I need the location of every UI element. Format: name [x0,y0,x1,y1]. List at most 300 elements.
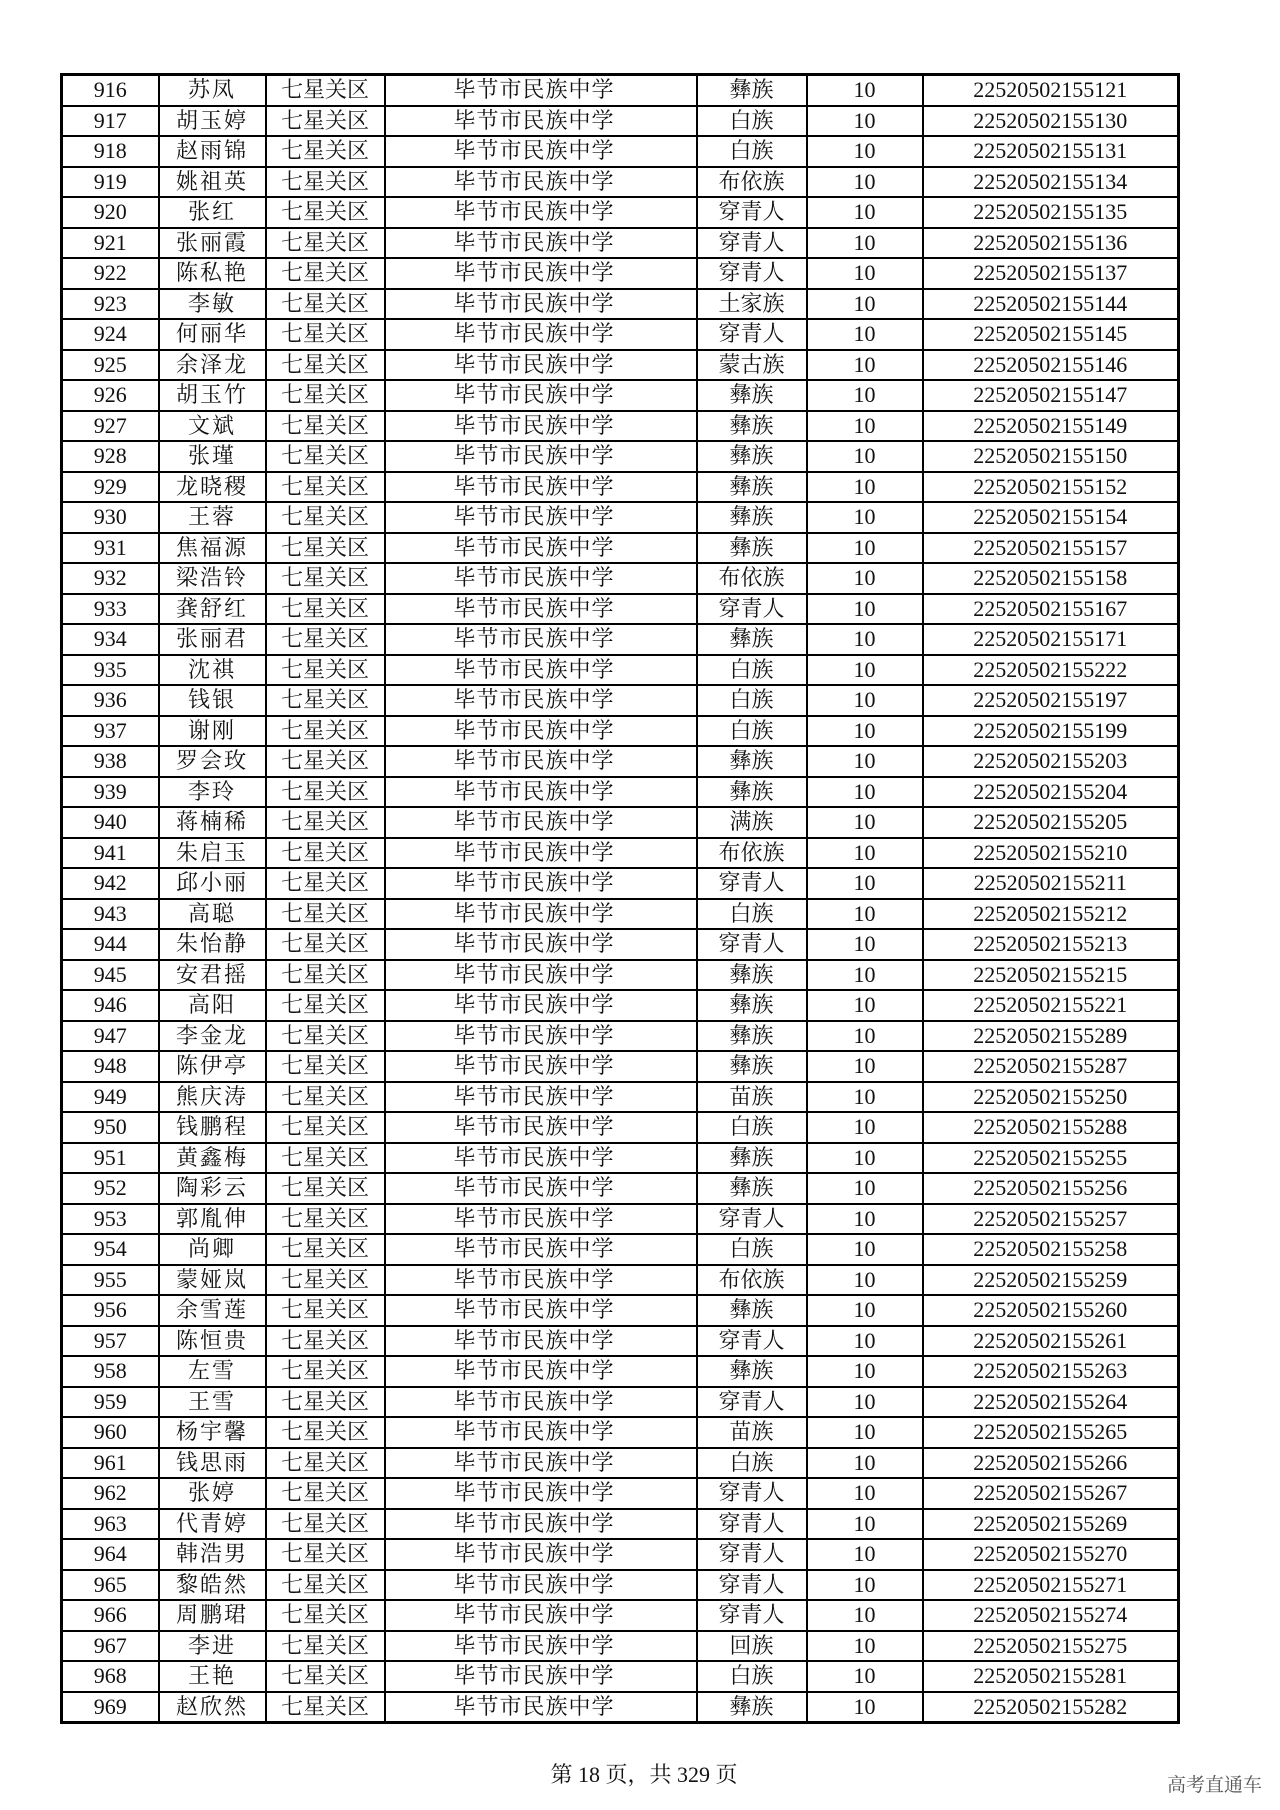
score: 10 [807,441,923,472]
student-name: 王雪 [159,1387,266,1418]
row-number: 946 [62,990,159,1021]
row-number: 923 [62,289,159,320]
school: 毕节市民族中学 [385,1173,697,1204]
score: 10 [807,380,923,411]
exam-id: 22520502155211 [923,868,1179,899]
student-name: 蒙娅岚 [159,1265,266,1296]
row-number: 921 [62,228,159,259]
table-row [62,868,1179,899]
ethnicity: 布依族 [697,838,807,869]
score: 10 [807,1600,923,1631]
table-row [62,1112,1179,1143]
row-number: 965 [62,1570,159,1601]
student-name: 熊庆涛 [159,1082,266,1113]
table-row [62,594,1179,625]
school: 毕节市民族中学 [385,746,697,777]
score: 10 [807,1539,923,1570]
ethnicity: 穿青人 [697,1326,807,1357]
ethnicity: 苗族 [697,1417,807,1448]
table-row [62,1234,1179,1265]
score: 10 [807,136,923,167]
ethnicity: 苗族 [697,1082,807,1113]
district: 七星关区 [266,1509,385,1540]
ethnicity: 穿青人 [697,1509,807,1540]
ethnicity: 白族 [697,716,807,747]
ethnicity: 布依族 [697,1265,807,1296]
row-number: 934 [62,624,159,655]
table-row [62,563,1179,594]
ethnicity: 穿青人 [697,197,807,228]
district: 七星关区 [266,899,385,930]
student-name: 龙晓稷 [159,472,266,503]
score: 10 [807,899,923,930]
district: 七星关区 [266,1448,385,1479]
score: 10 [807,1051,923,1082]
exam-id: 22520502155266 [923,1448,1179,1479]
row-number: 952 [62,1173,159,1204]
ethnicity: 白族 [697,1448,807,1479]
student-name: 罗会玫 [159,746,266,777]
row-number: 944 [62,929,159,960]
student-name: 安君摇 [159,960,266,991]
table-row [62,197,1179,228]
table-row [62,1173,1179,1204]
row-number: 922 [62,258,159,289]
page-number: 第 18 页，共 329 页 [550,1762,738,1787]
table-row [62,899,1179,930]
exam-id: 22520502155215 [923,960,1179,991]
school: 毕节市民族中学 [385,1326,697,1357]
ethnicity: 彝族 [697,472,807,503]
table-row [62,960,1179,991]
school: 毕节市民族中学 [385,868,697,899]
ethnicity: 穿青人 [697,868,807,899]
student-name: 张丽君 [159,624,266,655]
score: 10 [807,929,923,960]
table-row [62,441,1179,472]
exam-id: 22520502155282 [923,1692,1179,1723]
student-name: 左雪 [159,1356,266,1387]
table-row [62,1509,1179,1540]
row-number: 968 [62,1661,159,1692]
student-name: 张丽霞 [159,228,266,259]
row-number: 940 [62,807,159,838]
student-name: 郭胤伸 [159,1204,266,1235]
district: 七星关区 [266,716,385,747]
student-name: 王艳 [159,1661,266,1692]
row-number: 942 [62,868,159,899]
ethnicity: 彝族 [697,990,807,1021]
district: 七星关区 [266,838,385,869]
district: 七星关区 [266,563,385,594]
ethnicity: 满族 [697,807,807,838]
score: 10 [807,106,923,137]
school: 毕节市民族中学 [385,1661,697,1692]
score: 10 [807,1234,923,1265]
score: 10 [807,1082,923,1113]
school: 毕节市民族中学 [385,106,697,137]
school: 毕节市民族中学 [385,899,697,930]
table-row [62,1295,1179,1326]
row-number: 930 [62,502,159,533]
district: 七星关区 [266,1417,385,1448]
exam-id: 22520502155270 [923,1539,1179,1570]
row-number: 929 [62,472,159,503]
row-number: 937 [62,716,159,747]
district: 七星关区 [266,1478,385,1509]
table-row [62,1661,1179,1692]
table-row [62,1631,1179,1662]
ethnicity: 白族 [697,106,807,137]
school: 毕节市民族中学 [385,1600,697,1631]
student-name: 黄鑫梅 [159,1143,266,1174]
score: 10 [807,1387,923,1418]
row-number: 969 [62,1692,159,1723]
student-list-table [60,73,1180,1724]
ethnicity: 穿青人 [697,1387,807,1418]
ethnicity: 蒙古族 [697,350,807,381]
ethnicity: 穿青人 [697,258,807,289]
school: 毕节市民族中学 [385,594,697,625]
ethnicity: 彝族 [697,1295,807,1326]
district: 七星关区 [266,1204,385,1235]
exam-id: 22520502155271 [923,1570,1179,1601]
ethnicity: 彝族 [697,1692,807,1723]
district: 七星关区 [266,502,385,533]
score: 10 [807,1143,923,1174]
row-number: 917 [62,106,159,137]
row-number: 960 [62,1417,159,1448]
student-name: 姚祖英 [159,167,266,198]
district: 七星关区 [266,1265,385,1296]
school: 毕节市民族中学 [385,777,697,808]
score: 10 [807,1204,923,1235]
student-name: 李玲 [159,777,266,808]
district: 七星关区 [266,655,385,686]
district: 七星关区 [266,746,385,777]
school: 毕节市民族中学 [385,685,697,716]
row-number: 953 [62,1204,159,1235]
table-row [62,838,1179,869]
student-name: 谢刚 [159,716,266,747]
district: 七星关区 [266,1631,385,1662]
school: 毕节市民族中学 [385,319,697,350]
score: 10 [807,1265,923,1296]
school: 毕节市民族中学 [385,838,697,869]
score: 10 [807,167,923,198]
row-number: 955 [62,1265,159,1296]
district: 七星关区 [266,1356,385,1387]
ethnicity: 彝族 [697,1021,807,1052]
table-row [62,1204,1179,1235]
ethnicity: 白族 [697,1112,807,1143]
district: 七星关区 [266,1234,385,1265]
table-row [62,472,1179,503]
score: 10 [807,1509,923,1540]
district: 七星关区 [266,167,385,198]
score: 10 [807,1692,923,1723]
row-number: 919 [62,167,159,198]
ethnicity: 白族 [697,899,807,930]
exam-id: 22520502155265 [923,1417,1179,1448]
score: 10 [807,411,923,442]
school: 毕节市民族中学 [385,1570,697,1601]
score: 10 [807,838,923,869]
exam-id: 22520502155145 [923,319,1179,350]
exam-id: 22520502155147 [923,380,1179,411]
school: 毕节市民族中学 [385,533,697,564]
district: 七星关区 [266,75,385,106]
district: 七星关区 [266,228,385,259]
score: 10 [807,1326,923,1357]
row-number: 920 [62,197,159,228]
exam-id: 22520502155274 [923,1600,1179,1631]
score: 10 [807,807,923,838]
student-name: 胡玉婷 [159,106,266,137]
row-number: 962 [62,1478,159,1509]
exam-id: 22520502155261 [923,1326,1179,1357]
exam-id: 22520502155288 [923,1112,1179,1143]
district: 七星关区 [266,685,385,716]
row-number: 933 [62,594,159,625]
school: 毕节市民族中学 [385,136,697,167]
exam-id: 22520502155134 [923,167,1179,198]
table-row [62,685,1179,716]
student-name: 王蓉 [159,502,266,533]
ethnicity: 穿青人 [697,1539,807,1570]
row-number: 947 [62,1021,159,1052]
exam-id: 22520502155269 [923,1509,1179,1540]
exam-id: 22520502155158 [923,563,1179,594]
row-number: 967 [62,1631,159,1662]
student-name: 文斌 [159,411,266,442]
district: 七星关区 [266,1173,385,1204]
district: 七星关区 [266,929,385,960]
table-row [62,289,1179,320]
student-name: 朱启玉 [159,838,266,869]
student-name: 胡玉竹 [159,380,266,411]
score: 10 [807,655,923,686]
watermark: 高考直通车 [1166,1774,1262,1796]
school: 毕节市民族中学 [385,1448,697,1479]
district: 七星关区 [266,1112,385,1143]
ethnicity: 彝族 [697,380,807,411]
ethnicity: 彝族 [697,1143,807,1174]
exam-id: 22520502155205 [923,807,1179,838]
row-number: 959 [62,1387,159,1418]
score: 10 [807,1295,923,1326]
district: 七星关区 [266,106,385,137]
table-row [62,380,1179,411]
score: 10 [807,75,923,106]
ethnicity: 白族 [697,136,807,167]
student-name: 李敏 [159,289,266,320]
score: 10 [807,502,923,533]
ethnicity: 白族 [697,685,807,716]
table-row [62,167,1179,198]
school: 毕节市民族中学 [385,1295,697,1326]
student-name: 陈伊亭 [159,1051,266,1082]
school: 毕节市民族中学 [385,1265,697,1296]
school: 毕节市民族中学 [385,807,697,838]
student-name: 陈恒贵 [159,1326,266,1357]
table-row [62,319,1179,350]
district: 七星关区 [266,1387,385,1418]
exam-id: 22520502155121 [923,75,1179,106]
exam-id: 22520502155289 [923,1021,1179,1052]
exam-id: 22520502155154 [923,502,1179,533]
score: 10 [807,1661,923,1692]
district: 七星关区 [266,197,385,228]
exam-id: 22520502155260 [923,1295,1179,1326]
exam-id: 22520502155287 [923,1051,1179,1082]
school: 毕节市民族中学 [385,441,697,472]
table-row [62,746,1179,777]
ethnicity: 彝族 [697,1356,807,1387]
district: 七星关区 [266,960,385,991]
school: 毕节市民族中学 [385,1234,697,1265]
exam-id: 22520502155144 [923,289,1179,320]
exam-id: 22520502155250 [923,1082,1179,1113]
student-name: 邱小丽 [159,868,266,899]
score: 10 [807,228,923,259]
row-number: 963 [62,1509,159,1540]
school: 毕节市民族中学 [385,411,697,442]
row-number: 936 [62,685,159,716]
district: 七星关区 [266,533,385,564]
exam-id: 22520502155150 [923,441,1179,472]
student-name: 余泽龙 [159,350,266,381]
exam-id: 22520502155275 [923,1631,1179,1662]
ethnicity: 穿青人 [697,319,807,350]
row-number: 966 [62,1600,159,1631]
exam-id: 22520502155213 [923,929,1179,960]
school: 毕节市民族中学 [385,197,697,228]
school: 毕节市民族中学 [385,502,697,533]
table-row [62,502,1179,533]
score: 10 [807,319,923,350]
district: 七星关区 [266,1539,385,1570]
student-name: 蒋楠稀 [159,807,266,838]
exam-id: 22520502155171 [923,624,1179,655]
school: 毕节市民族中学 [385,1082,697,1113]
row-number: 931 [62,533,159,564]
row-number: 938 [62,746,159,777]
table-row [62,1387,1179,1418]
ethnicity: 土家族 [697,289,807,320]
district: 七星关区 [266,289,385,320]
school: 毕节市民族中学 [385,1692,697,1723]
table-row [62,106,1179,137]
score: 10 [807,960,923,991]
ethnicity: 彝族 [697,533,807,564]
ethnicity: 穿青人 [697,1478,807,1509]
score: 10 [807,289,923,320]
score: 10 [807,1570,923,1601]
district: 七星关区 [266,807,385,838]
exam-id: 22520502155256 [923,1173,1179,1204]
table-body [62,75,1179,1723]
exam-id: 22520502155267 [923,1478,1179,1509]
student-name: 赵欣然 [159,1692,266,1723]
row-number: 943 [62,899,159,930]
table-row [62,990,1179,1021]
score: 10 [807,197,923,228]
exam-id: 22520502155131 [923,136,1179,167]
student-name: 高聪 [159,899,266,930]
table-row [62,1570,1179,1601]
district: 七星关区 [266,1295,385,1326]
table-row [62,350,1179,381]
row-number: 956 [62,1295,159,1326]
exam-id: 22520502155264 [923,1387,1179,1418]
score: 10 [807,1356,923,1387]
row-number: 949 [62,1082,159,1113]
student-name: 陶彩云 [159,1173,266,1204]
student-name: 何丽华 [159,319,266,350]
school: 毕节市民族中学 [385,380,697,411]
table-row [62,411,1179,442]
score: 10 [807,350,923,381]
ethnicity: 白族 [697,655,807,686]
score: 10 [807,594,923,625]
student-name: 尚卿 [159,1234,266,1265]
student-name: 梁浩铃 [159,563,266,594]
student-name: 钱思雨 [159,1448,266,1479]
ethnicity: 布依族 [697,563,807,594]
row-number: 928 [62,441,159,472]
ethnicity: 彝族 [697,624,807,655]
exam-id: 22520502155197 [923,685,1179,716]
student-name: 李进 [159,1631,266,1662]
exam-id: 22520502155210 [923,838,1179,869]
district: 七星关区 [266,777,385,808]
exam-id: 22520502155255 [923,1143,1179,1174]
score: 10 [807,777,923,808]
table-row [62,533,1179,564]
table-row [62,1051,1179,1082]
student-name: 高阳 [159,990,266,1021]
exam-id: 22520502155167 [923,594,1179,625]
student-name: 张婷 [159,1478,266,1509]
school: 毕节市民族中学 [385,472,697,503]
ethnicity: 穿青人 [697,1204,807,1235]
school: 毕节市民族中学 [385,289,697,320]
ethnicity: 彝族 [697,746,807,777]
student-name: 杨宇馨 [159,1417,266,1448]
district: 七星关区 [266,594,385,625]
district: 七星关区 [266,472,385,503]
exam-id: 22520502155221 [923,990,1179,1021]
table-row [62,716,1179,747]
school: 毕节市民族中学 [385,258,697,289]
school: 毕节市民族中学 [385,1112,697,1143]
ethnicity: 白族 [697,1661,807,1692]
district: 七星关区 [266,136,385,167]
table-row [62,75,1179,106]
ethnicity: 彝族 [697,777,807,808]
exam-id: 22520502155136 [923,228,1179,259]
student-name: 沈祺 [159,655,266,686]
table-row [62,1326,1179,1357]
school: 毕节市民族中学 [385,563,697,594]
student-name: 张红 [159,197,266,228]
row-number: 948 [62,1051,159,1082]
row-number: 927 [62,411,159,442]
row-number: 945 [62,960,159,991]
ethnicity: 布依族 [697,167,807,198]
score: 10 [807,868,923,899]
